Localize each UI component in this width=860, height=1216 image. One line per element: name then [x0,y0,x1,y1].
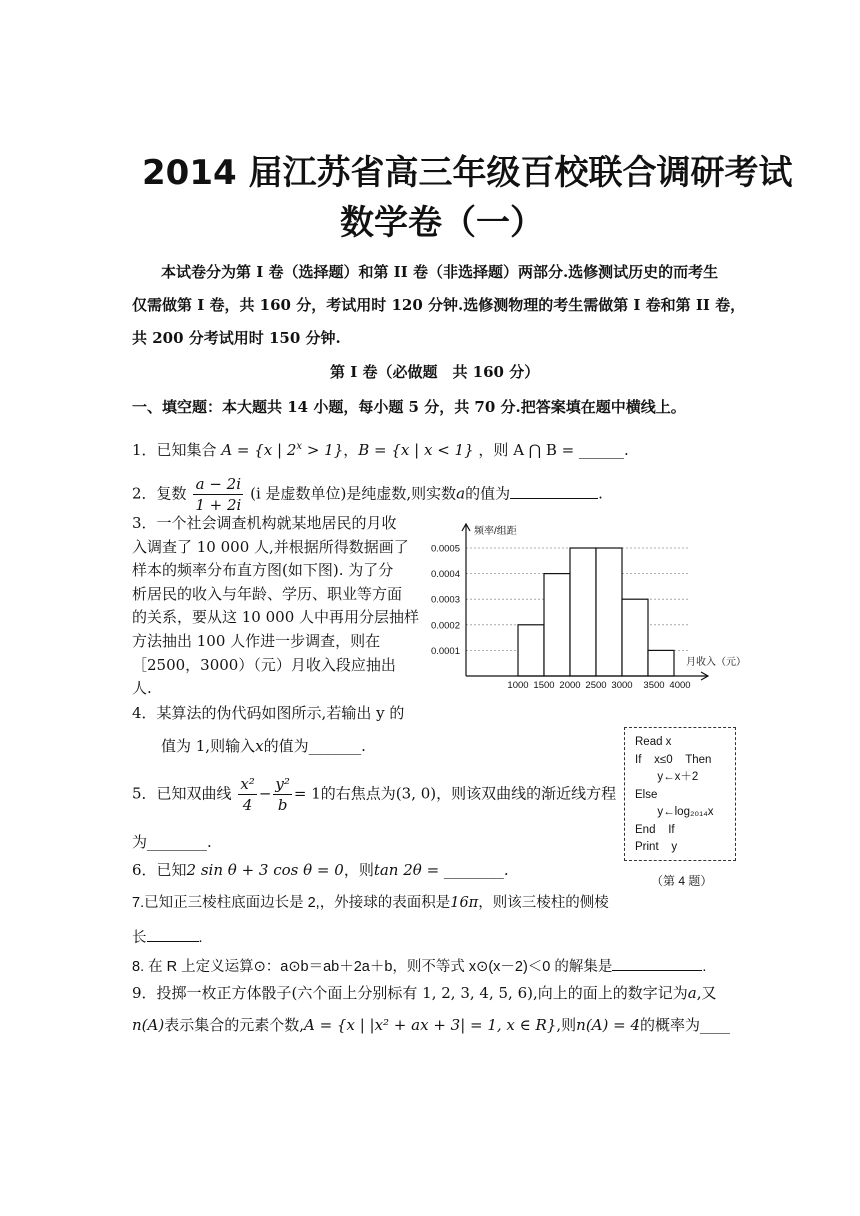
histogram-bar [570,548,596,676]
histogram-bar [596,548,622,676]
question-7-line-2: 长 . [132,923,203,953]
q2-numerator: a − 2i [193,474,243,495]
q3-line: 3．一个社会调查机构就某地居民的月收 [132,514,397,532]
q5-fraction-y: $\frac{\text{y²}}{b}$ [275,775,290,814]
q1-set-a: A = {x | $2^x > 1$} [221,441,344,459]
question-1 [132,432,629,465]
x-tick-label: 2000 [559,680,581,691]
histogram-chart [418,518,758,698]
q2-tail: 的值为 [465,484,511,503]
page-title: 2014 届江苏省高三年级百校联合调研考试 [142,153,793,193]
y-tick-label: 0.0001 [430,645,460,657]
question-9-line-2: n(A)表示集合的元素个数,A = {x | |x² + ax + 3| = 1, x ∈ R},则n(A) = 4的概率为____ [132,1016,731,1034]
x-tick-label: 4000 [669,680,691,691]
y-tick-label: 0.0002 [430,620,460,632]
x-tick-label: 1500 [533,680,555,691]
x-tick-label: 1000 [507,680,529,691]
figure-4-caption: （第 4 题） [651,874,713,888]
question-4-line-1: 4．某算法的伪代码如图所示,若输出 y 的 [132,704,405,722]
page-subtitle: 数学卷（一） [340,203,544,243]
q3-line: 的关系，要从这 10 000 人中再用分层抽样 [132,608,420,627]
q2-answer-blank[interactable] [510,482,598,499]
part-title: 第 I 卷（必做题 共 160 分） [330,363,540,381]
code-line: Else [635,788,658,801]
q7-answer-blank[interactable] [147,925,199,942]
q3-line: ［2500，3000）（元）月收入段应抽出 [132,655,396,674]
question-8: 8. 在 R 上定义运算⊙：a⊙b＝ab＋2a＋b，则不等式 x⊙(x－2)＜0 的解集是 . [132,952,706,982]
q2-denominator: 1 + 2i [195,496,242,514]
question-6: 6．已知2 sin θ + 3 cos θ = 0，则tan 2θ = ________. [132,861,509,879]
q3-line: 样本的频率分布直方图(如下图). 为了分 [132,561,394,580]
question-5-line-2: 为________. [132,833,212,851]
q3-line: 入调查了 10 000 人,并根据所得数据画了 [132,537,409,556]
x-axis-label: 月收入（元） [686,657,746,668]
q2-middle: (i 是虚数单位)是纯虚数,则实数 [250,484,457,503]
question-9: 9．投掷一枚正方体骰子(六个面上分别标有 1, 2, 3, 4, 5, 6),向上的面上的数字记为a,又 [132,984,717,1002]
q3-line: 析居民的收入与年龄、学历、职业等方面 [132,584,403,603]
y-axis-label: 频率/组距 [474,526,517,537]
histogram-bar [622,599,648,676]
y-tick-label: 0.0004 [430,569,460,581]
q2-fraction [193,474,243,515]
section-heading: 一、填空题：本大题共 14 小题，每小题 5 分，共 70 分.把答案填在题中横线上。 [132,398,686,416]
question-3 [132,512,419,701]
intro-line-1: 本试卷分为第 I 卷（选择题）和第 II 卷（非选择题）两部分.选修测试历史的而考生 [161,263,719,281]
histogram-bar [518,625,544,676]
q1-set-b: B = {x | x < 1} [358,441,474,459]
code-line: Read x [635,736,672,748]
question-7: 7.已知正三棱柱底面边长是 2,，外接球的表面积是16π，则该三棱柱的侧棱 [132,895,609,911]
q1-prefix: 1．已知集合 [132,441,217,459]
x-tick-label: 3000 [611,680,633,691]
x-tick-label: 3500 [643,680,665,691]
q2-var: a [456,484,466,503]
code-line: y←x＋2 [635,771,699,783]
histogram-bar [544,574,570,676]
q3-line: 人. [132,679,152,698]
code-line: End If [635,823,675,836]
intro-line-2: 仅需做第 I 卷，共 160 分，考试用时 120 分钟.选修测物理的考生需做第 I 卷和第 II 卷， [132,296,746,314]
question-5: 5．已知双曲线 $\frac{\text{x²}}{4}$ − $\frac{\text{y²}}{b}$ = 1的右焦点为(3, 0)，则该双曲线的渐近线方程 [132,775,617,814]
x-tick-label: 2500 [585,680,607,691]
question-4-line-2: 值为 1,则输入x的值为_______. [161,737,366,755]
y-tick-label: 0.0003 [430,594,460,606]
code-line: Print y [635,841,678,853]
q8-answer-blank[interactable] [612,954,702,971]
code-line: y←log₂₀₁₄x [635,806,714,818]
q1-sep: ， [343,441,359,459]
pseudocode-box [624,727,736,861]
question-2: 2．复数 $\frac{a - 2i}{1 + 2i}$ (i 是虚数单位)是纯虚数,则实数a的值为 . [132,475,603,514]
q1-tail: ，则 A ⋂ B = ______. [478,441,629,459]
histogram-bar [648,650,674,676]
q3-line: 方法抽出 100 人作进一步调查，则在 [132,631,381,650]
q2-prefix: 2．复数 [132,484,187,503]
code-line: If x≤0 Then [635,753,712,766]
y-tick-label: 0.0005 [430,543,460,555]
intro-line-3: 共 200 分考试用时 150 分钟. [132,329,341,347]
q5-fraction-x: $\frac{\text{x²}}{4}$ [240,775,255,814]
